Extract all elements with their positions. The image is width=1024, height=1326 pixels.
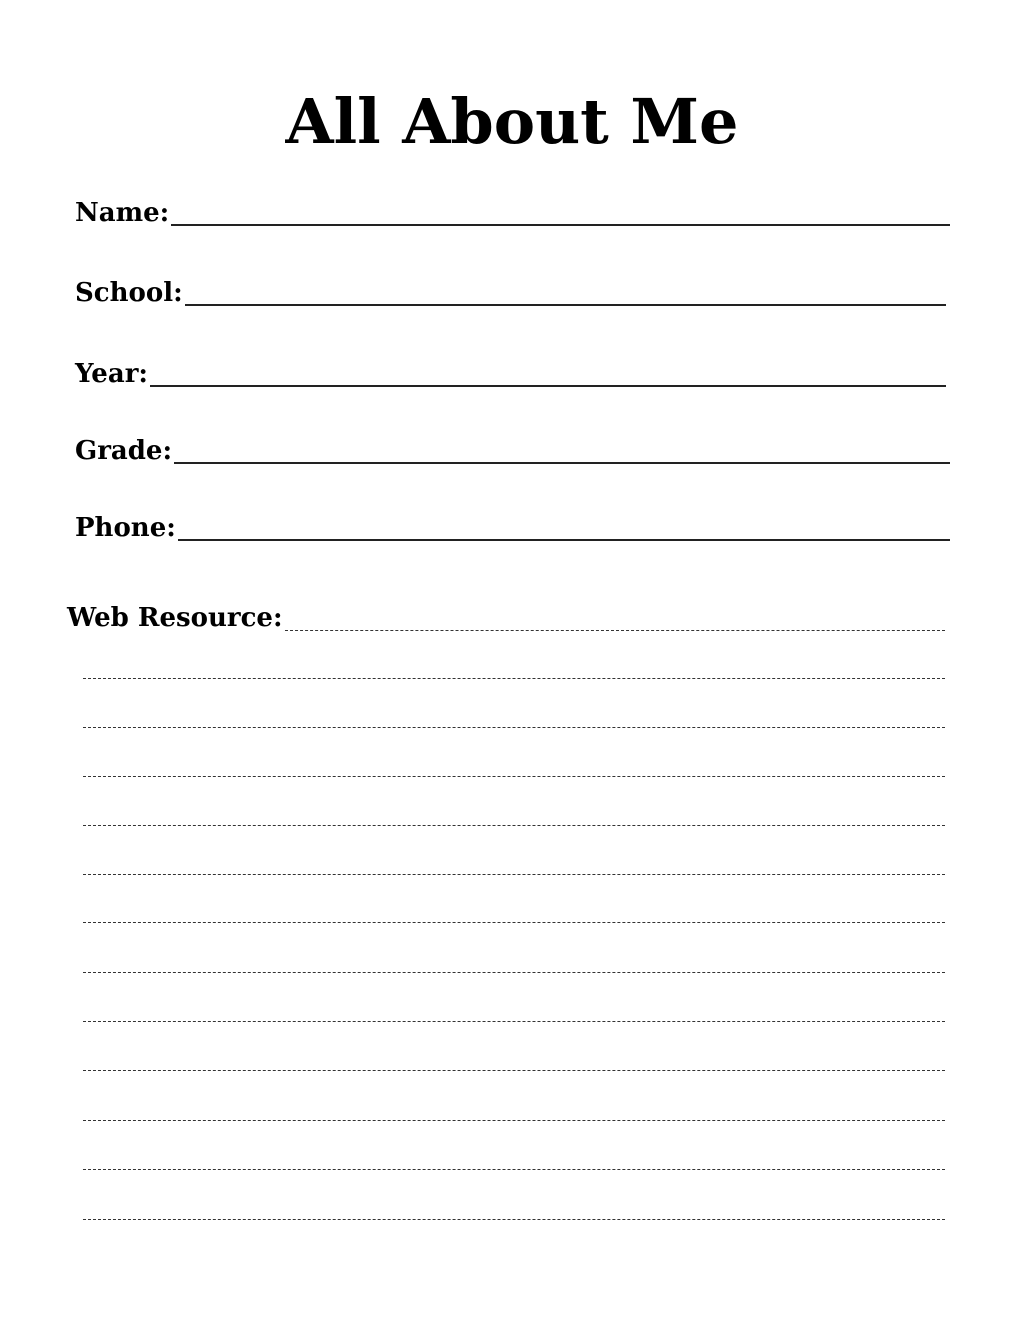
school-input-line[interactable] (185, 304, 946, 306)
grade-input-line[interactable] (174, 462, 950, 464)
page-title: All About Me (285, 85, 739, 158)
web-resource-field (67, 603, 945, 633)
year-input-line[interactable] (150, 385, 946, 387)
writing-line-6[interactable] (83, 922, 945, 923)
phone-field (75, 513, 950, 543)
web-resource-label: Web Resource: (67, 603, 283, 633)
writing-line-2[interactable] (83, 727, 945, 728)
phone-label: Phone: (75, 513, 176, 543)
writing-line-5[interactable] (83, 874, 945, 875)
writing-line-4[interactable] (83, 825, 945, 826)
writing-line-9[interactable] (83, 1070, 945, 1071)
grade-label: Grade: (75, 436, 173, 466)
writing-line-1[interactable] (83, 678, 945, 679)
name-label: Name: (75, 198, 170, 228)
name-input-line[interactable] (171, 224, 950, 226)
year-label: Year: (75, 359, 148, 389)
writing-line-11[interactable] (83, 1169, 945, 1170)
writing-line-8[interactable] (83, 1021, 945, 1022)
year-field (75, 359, 946, 389)
writing-line-3[interactable] (83, 776, 945, 777)
grade-field (75, 436, 950, 466)
phone-input-line[interactable] (178, 539, 950, 541)
writing-line-10[interactable] (83, 1120, 945, 1121)
name-field (75, 198, 950, 228)
school-label: School: (75, 278, 183, 308)
writing-line-7[interactable] (83, 972, 945, 973)
web-resource-input-line[interactable] (285, 630, 945, 631)
school-field (75, 278, 946, 308)
writing-line-12[interactable] (83, 1219, 945, 1220)
